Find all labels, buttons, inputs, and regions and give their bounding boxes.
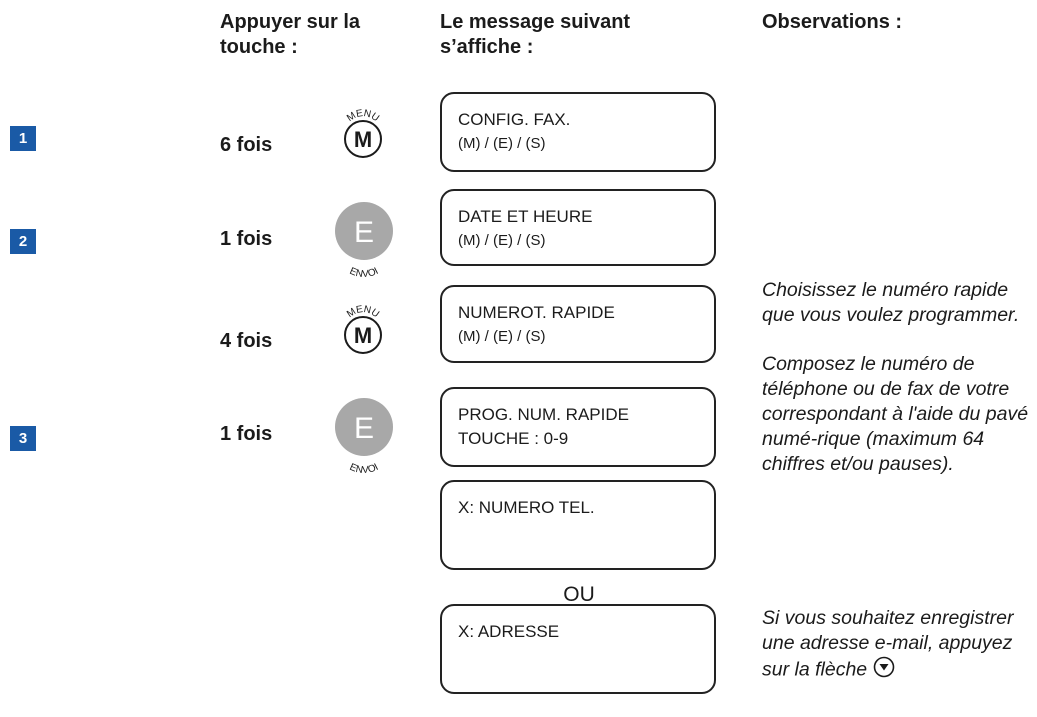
display-line1: NUMEROT. RAPIDE (458, 303, 615, 322)
press-count-row2: 1 fois (220, 228, 273, 250)
display-numerot-rapide (440, 285, 716, 363)
svg-text:M: M (353, 323, 373, 348)
display-line2: TOUCHE : 0-9 (458, 429, 569, 448)
step-badge-1: 1 (10, 126, 36, 151)
display-date-heure (440, 189, 716, 266)
or-separator: OU (563, 583, 595, 606)
header-message: Le message suivant s’affiche : (440, 11, 631, 58)
header-press-key: Appuyer sur la touche : (220, 11, 361, 58)
display-line2: (M) / (E) / (S) (458, 232, 546, 249)
svg-text:E: E (353, 216, 375, 249)
svg-text:E: E (353, 412, 375, 445)
svg-text:ENVOI: ENVOI (347, 461, 381, 477)
display-line1: X: NUMERO TEL. (458, 498, 595, 517)
display-numero-tel (440, 480, 716, 570)
display-config-fax (440, 92, 716, 172)
svg-text:M: M (353, 127, 373, 152)
display-line1: PROG. NUM. RAPIDE (458, 405, 629, 424)
observation-compose-number: Composez le numéro de téléphone ou de fax de votre correspondant à l'aide du pavé numé-rique (maximum 64 chiffres et/ou pauses). (762, 353, 1029, 475)
display-line1: X: ADRESSE (458, 622, 560, 641)
envoi-key-icon (329, 198, 399, 282)
display-line2: (M) / (E) / (S) (458, 328, 546, 345)
svg-text:MENU: MENU (345, 108, 382, 125)
down-arrow-circle-icon (873, 656, 895, 685)
envoi-key-icon (329, 394, 399, 478)
press-count-row3: 4 fois (220, 330, 273, 352)
observation-email (762, 606, 1037, 685)
svg-text:ENVOI: ENVOI (347, 265, 381, 281)
step-badge-2: 2 (10, 229, 36, 254)
display-line2: (M) / (E) / (S) (458, 135, 546, 152)
display-line1: DATE ET HEURE (458, 207, 593, 226)
svg-text:MENU: MENU (345, 304, 382, 321)
press-count-row1: 6 fois (220, 134, 273, 156)
display-adresse (440, 604, 716, 694)
display-prog-num-rapide (440, 387, 716, 467)
press-count-row4: 1 fois (220, 423, 273, 445)
menu-key-icon (337, 104, 389, 154)
display-line1: CONFIG. FAX. (458, 110, 571, 129)
menu-key-icon (337, 300, 389, 350)
step-badge-3: 3 (10, 426, 36, 451)
header-observations: Observations : (762, 11, 903, 33)
observation-email-text: Si vous souhaitez enregistrer une adresse e-mail, appuyez sur la flèche (762, 607, 1014, 681)
observation-choose-number: Choisissez le numéro rapide que vous voulez programmer. (762, 279, 1020, 326)
